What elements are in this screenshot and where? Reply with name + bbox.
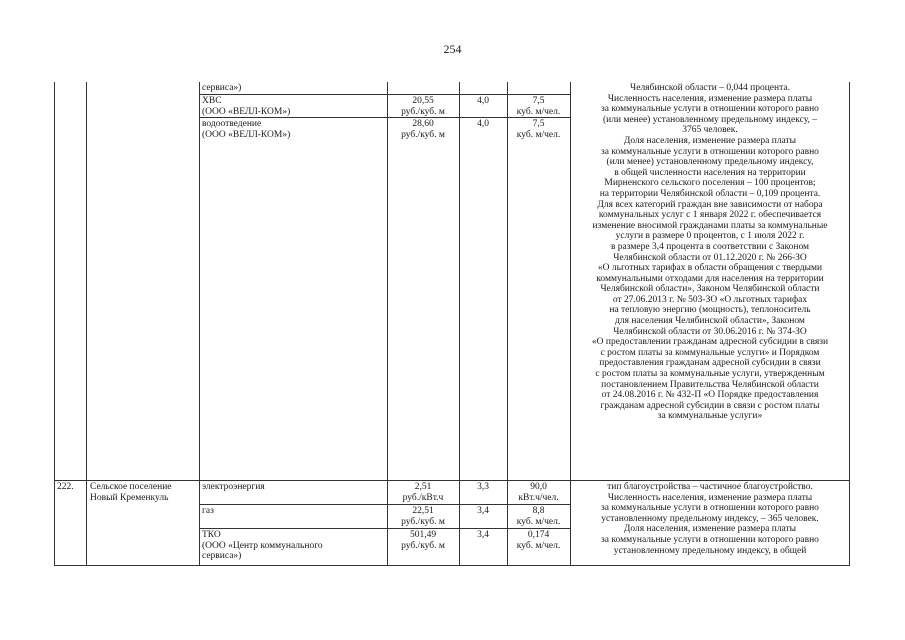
- tariff-value: 501,49 руб./куб. м: [401, 530, 445, 551]
- comment-line: от 24.08.2016 г. № 432-П «О Порядке предоставления: [601, 390, 819, 401]
- row-number: 222.: [57, 482, 74, 492]
- comment-block: [570, 482, 850, 556]
- service-name: газ: [202, 506, 214, 516]
- comment-line: Численность населения, изменение размера платы: [607, 93, 813, 104]
- comment-block: [570, 83, 850, 422]
- comment-line: установленному предельному индексу, в общей: [613, 545, 807, 556]
- index-value: 4,0: [477, 96, 489, 106]
- norm-value: 7,5 куб. м/чел.: [516, 96, 561, 117]
- comment-line: изменение вносимой гражданами платы за коммунальные: [592, 220, 828, 231]
- service-name: водоотведение (ООО «ВЕЛЛ-КОМ»): [202, 119, 291, 140]
- comment-line: в размере 3,4 процента в соответствии с Законом: [610, 241, 810, 252]
- service-name: ТКО (ООО «Центр коммунального сервиса»): [202, 530, 323, 562]
- comment-line: Доля населения, изменение размера платы: [623, 135, 797, 146]
- tariff-value: 2,51 руб./кВт.ч: [402, 482, 444, 503]
- row-divider: [199, 504, 570, 505]
- comment-line: установленному предельному индексу, – 365 человек.: [601, 513, 819, 524]
- comment-line: гражданам адресной субсидии в связи с ростом платы: [600, 400, 820, 411]
- comment-line: коммунальных услуг с 1 января 2022 г. обеспечивается: [598, 210, 822, 221]
- comment-line: за коммунальные услуги»: [657, 411, 763, 422]
- comment-line: Челябинской области от 01.12.2020 г. № 266-ЗО: [613, 252, 807, 263]
- tariff-table: [54, 82, 850, 566]
- comment-line: предоставления гражданам адресной субсидии в связи: [599, 358, 821, 369]
- comment-line: от 27.06.2013 г. № 503-ЗО «О льготных тарифах: [612, 294, 808, 305]
- comment-line: Челябинской области», Законом Челябинской области: [600, 284, 820, 295]
- section-divider: [54, 480, 850, 481]
- comment-line: с ростом платы за коммунальные услуги» и Порядком: [600, 347, 820, 358]
- comment-line: Доля населения, изменение размера платы: [623, 524, 797, 535]
- comment-line: коммунальными отходами для населения на территории: [596, 273, 824, 284]
- table-border-bottom: [54, 565, 850, 566]
- row-divider: [199, 528, 570, 529]
- index-value: 3,3: [477, 482, 489, 492]
- comment-line: за коммунальные услуги в отношении которого равно: [601, 503, 819, 514]
- comment-line: на тепловую энергию (мощность), теплоноситель: [609, 305, 811, 316]
- row-divider: [199, 94, 570, 95]
- norm-value: 7,5 куб. м/чел.: [516, 119, 561, 140]
- comment-line: за коммунальные услуги в отношении которого равно: [601, 104, 819, 115]
- comment-line: Мирненского сельского поселения – 100 процентов;: [604, 178, 816, 189]
- page-number: 254: [443, 42, 462, 56]
- service-name: сервиса»): [202, 83, 242, 93]
- comment-line: постановлением Правительства Челябинской области: [601, 379, 819, 390]
- column-divider: [199, 82, 200, 566]
- norm-value: 90,0 кВт.ч/чел.: [518, 482, 559, 503]
- tariff-value: 22,51 руб./куб. м: [401, 506, 445, 527]
- comment-line: Челябинской области – 0,044 процента.: [630, 83, 790, 93]
- comment-line: Для всех категорий граждан вне зависимости от набора: [597, 199, 823, 210]
- comment-line: в общей численности населения на территории: [614, 167, 806, 178]
- service-name: электроэнергия: [202, 482, 265, 492]
- comment-line: за коммунальные услуги в отношении которого равно: [601, 534, 819, 545]
- comment-line: «О предоставлении гражданам адресной субсидии в связи: [591, 337, 829, 348]
- settlement-name: Сельское поселение Новый Кременкуль: [90, 482, 172, 503]
- tariff-value: 20,55 руб./куб. м: [401, 96, 445, 117]
- index-value: 4,0: [477, 119, 489, 129]
- comment-line: на территории Челябинской области – 0,109 процента.: [599, 188, 821, 199]
- column-divider: [86, 82, 87, 566]
- comment-line: (или менее) установленному предельному индексу,: [606, 157, 814, 168]
- table-border-left: [54, 82, 55, 566]
- comment-line: Челябинской области от 30.06.2016 г. № 374-ЗО: [613, 326, 807, 337]
- comment-line: для населения Челябинской области», Законом: [615, 316, 805, 327]
- service-name: ХВС (ООО «ВЕЛЛ-КОМ»): [202, 96, 291, 117]
- norm-value: 8,8 куб. м/чел.: [516, 506, 561, 527]
- index-value: 3,4: [477, 530, 489, 540]
- comment-line: «О льготных тарифах в области обращения с твердыми: [597, 263, 823, 274]
- tariff-value: 28,60 руб./куб. м: [401, 119, 445, 140]
- comment-line: с ростом платы за коммунальные услуги, утвержденным: [595, 369, 825, 380]
- norm-value: 0,174 куб. м/чел.: [516, 530, 561, 551]
- index-value: 3,4: [477, 506, 489, 516]
- comment-line: тип благоустройства – частичное благоустройство.: [607, 482, 813, 492]
- comment-line: (или менее) установленному предельному индексу, –: [602, 114, 818, 125]
- comment-line: за коммунальные услуги в отношении которого равно: [601, 146, 819, 157]
- comment-line: услуги в размере 0 процентов, с 1 июля 2022 г.: [615, 231, 805, 242]
- comment-line: 3765 человек.: [682, 125, 738, 136]
- column-divider: [459, 82, 460, 566]
- comment-line: Численность населения, изменение размера платы: [607, 492, 813, 503]
